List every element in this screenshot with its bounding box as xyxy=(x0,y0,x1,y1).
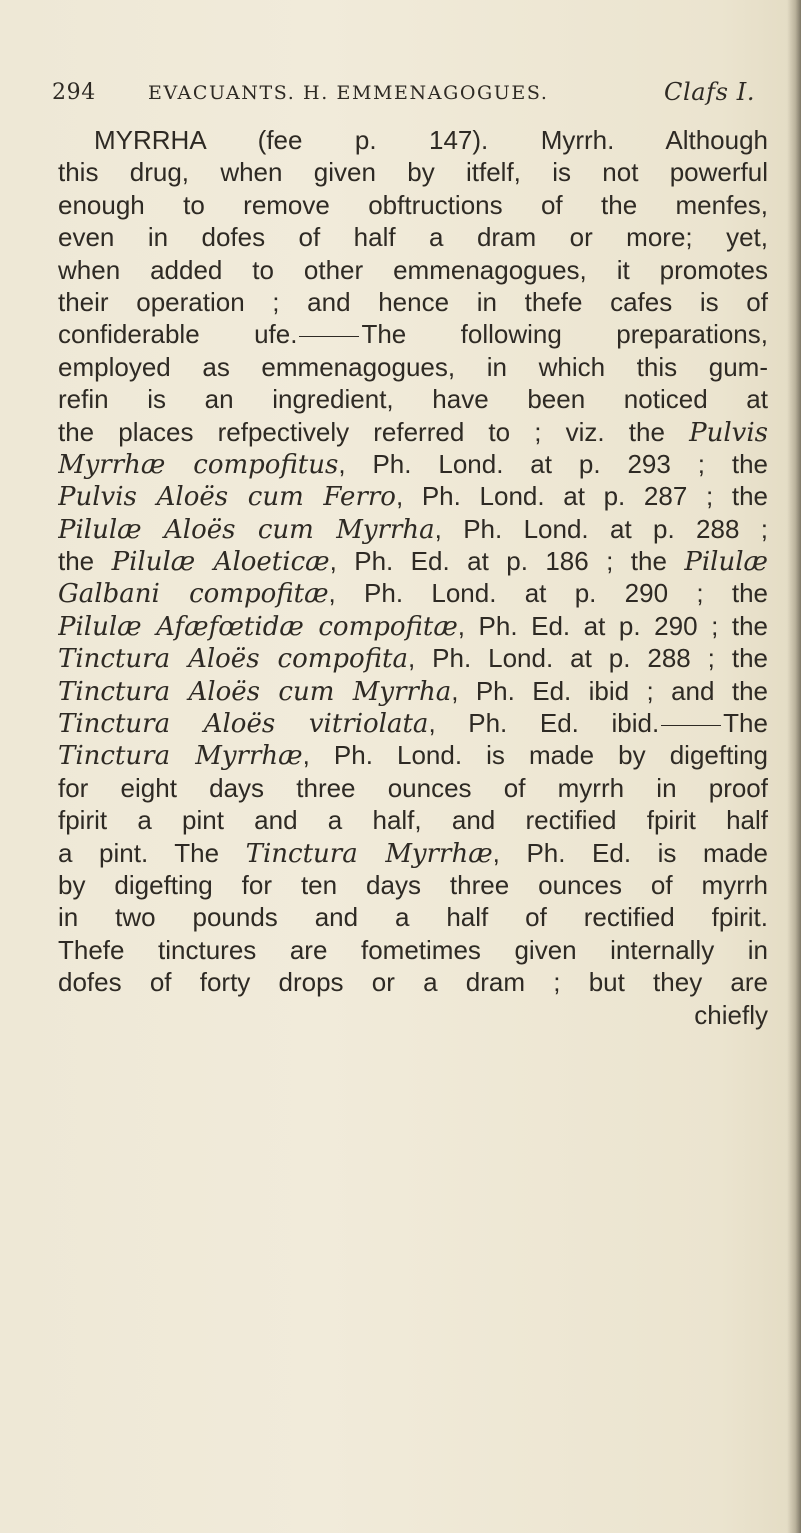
italic-title: Tinctura Aloës vitriolata xyxy=(58,709,429,740)
line-segment: when added to other emmenagogues, it promotes xyxy=(58,254,768,285)
line-segment: refin is an ingredient, have been noticed at xyxy=(58,384,768,415)
line-segment: the places refpectively referred to ; viz. the xyxy=(58,416,690,447)
italic-title: Tinctura Myrrhæ xyxy=(245,838,493,869)
text-line xyxy=(58,545,768,577)
catchword-line xyxy=(58,999,768,1031)
line-segment: Thefe tinctures are fometimes given internally in xyxy=(58,934,768,965)
line-segment: confiderable ufe. xyxy=(58,319,298,350)
line-segment: , Ph. Ed. at p. 290 ; the xyxy=(457,610,768,641)
text-line xyxy=(58,383,768,415)
text-line xyxy=(58,480,768,512)
italic-title: Tinctura Myrrhæ xyxy=(58,741,303,772)
text-line xyxy=(58,254,768,286)
italic-title: Tinctura Aloës compofita xyxy=(58,644,408,675)
text-line xyxy=(58,901,768,933)
text-line xyxy=(58,837,768,869)
italic-title: Pilulæ Aloeticæ xyxy=(111,547,330,578)
em-dash-rule xyxy=(661,725,721,726)
text-line xyxy=(58,610,768,642)
text-line xyxy=(58,642,768,674)
text-line xyxy=(58,513,768,545)
text-line xyxy=(58,934,768,966)
line-segment: MYRRHA (fee p. 147). Myrrh. Although xyxy=(94,125,768,155)
italic-title: Pilulæ Aloës cum Myrrha xyxy=(58,514,435,545)
text-line xyxy=(58,286,768,318)
line-segment: The following preparations, xyxy=(361,319,768,350)
line-segment: , Ph. Lond. at p. 288 ; the xyxy=(407,643,768,674)
text-line xyxy=(58,577,768,609)
text-line xyxy=(58,221,768,253)
italic-title: Tinctura Aloës cum Myrrha xyxy=(58,676,452,707)
body-paragraph xyxy=(58,124,768,1031)
text-line xyxy=(58,448,768,480)
line-segment: the xyxy=(58,546,112,577)
line-segment: in two pounds and a half of rectified fpirit. xyxy=(58,902,768,933)
line-segment: , Ph. Lond. at p. 288 ; xyxy=(434,513,768,544)
em-dash-rule xyxy=(299,336,359,337)
text-line xyxy=(58,707,768,739)
text-line xyxy=(58,739,768,771)
text-line xyxy=(58,189,768,221)
line-segment: , Ph. Ed. ibid. xyxy=(428,708,660,739)
text-line xyxy=(58,804,768,836)
text-line xyxy=(58,869,768,901)
line-segment: , Ph. Ed. ibid ; and the xyxy=(451,675,768,706)
italic-title: Pilulæ Afæfœtidæ compofitæ xyxy=(58,611,458,642)
line-segment: a pint. The xyxy=(58,837,246,868)
line-segment: by digefting for ten days three ounces of myrrh xyxy=(58,869,768,900)
line-segment: dofes of forty drops or a dram ; but they are xyxy=(58,967,768,998)
line-segment: , Ph. Lond. at p. 287 ; the xyxy=(395,481,768,512)
catchword: chiefly xyxy=(694,999,768,1030)
text-line xyxy=(58,966,768,998)
page-number: 294 xyxy=(52,80,96,105)
page-edge-shadow xyxy=(787,0,801,1533)
line-segment: The xyxy=(723,708,768,739)
text-line xyxy=(58,124,768,156)
text-line xyxy=(58,156,768,188)
line-segment: for eight days three ounces of myrrh in proof xyxy=(58,772,768,803)
line-segment: their operation ; and hence in thefe cafes is of xyxy=(58,286,768,317)
line-segment: even in dofes of half a dram or more; yet, xyxy=(58,222,768,253)
line-segment: , Ph. Ed. is made xyxy=(492,837,768,868)
text-line xyxy=(58,318,768,350)
page-header xyxy=(52,80,772,114)
italic-title: Pilulæ xyxy=(684,547,768,578)
italic-title: Pulvis Aloës cum Ferro xyxy=(58,482,396,513)
line-segment: , Ph. Ed. at p. 186 ; the xyxy=(329,546,685,577)
text-line xyxy=(58,772,768,804)
line-segment: , Ph. Lond. at p. 290 ; the xyxy=(328,578,768,609)
italic-title: Galbani compofitæ xyxy=(58,579,329,610)
line-segment: enough to remove obftructions of the menfes, xyxy=(58,189,768,220)
running-title: EVACUANTS. H. EMMENAGOGUES. xyxy=(148,82,549,104)
text-line xyxy=(58,416,768,448)
line-segment: this drug, when given by itfelf, is not powerful xyxy=(58,157,768,188)
line-segment: , Ph. Lond. is made by digefting xyxy=(302,740,768,771)
class-label: Clafs I. xyxy=(664,78,756,106)
line-segment: employed as emmenagogues, in which this gum- xyxy=(58,351,768,382)
text-line xyxy=(58,351,768,383)
text-line xyxy=(58,675,768,707)
line-segment: fpirit a pint and a half, and rectified fpirit half xyxy=(58,805,768,836)
italic-title: Pulvis xyxy=(689,417,768,448)
line-segment: , Ph. Lond. at p. 293 ; the xyxy=(338,448,768,479)
italic-title: Myrrhæ compofitus xyxy=(58,449,339,480)
